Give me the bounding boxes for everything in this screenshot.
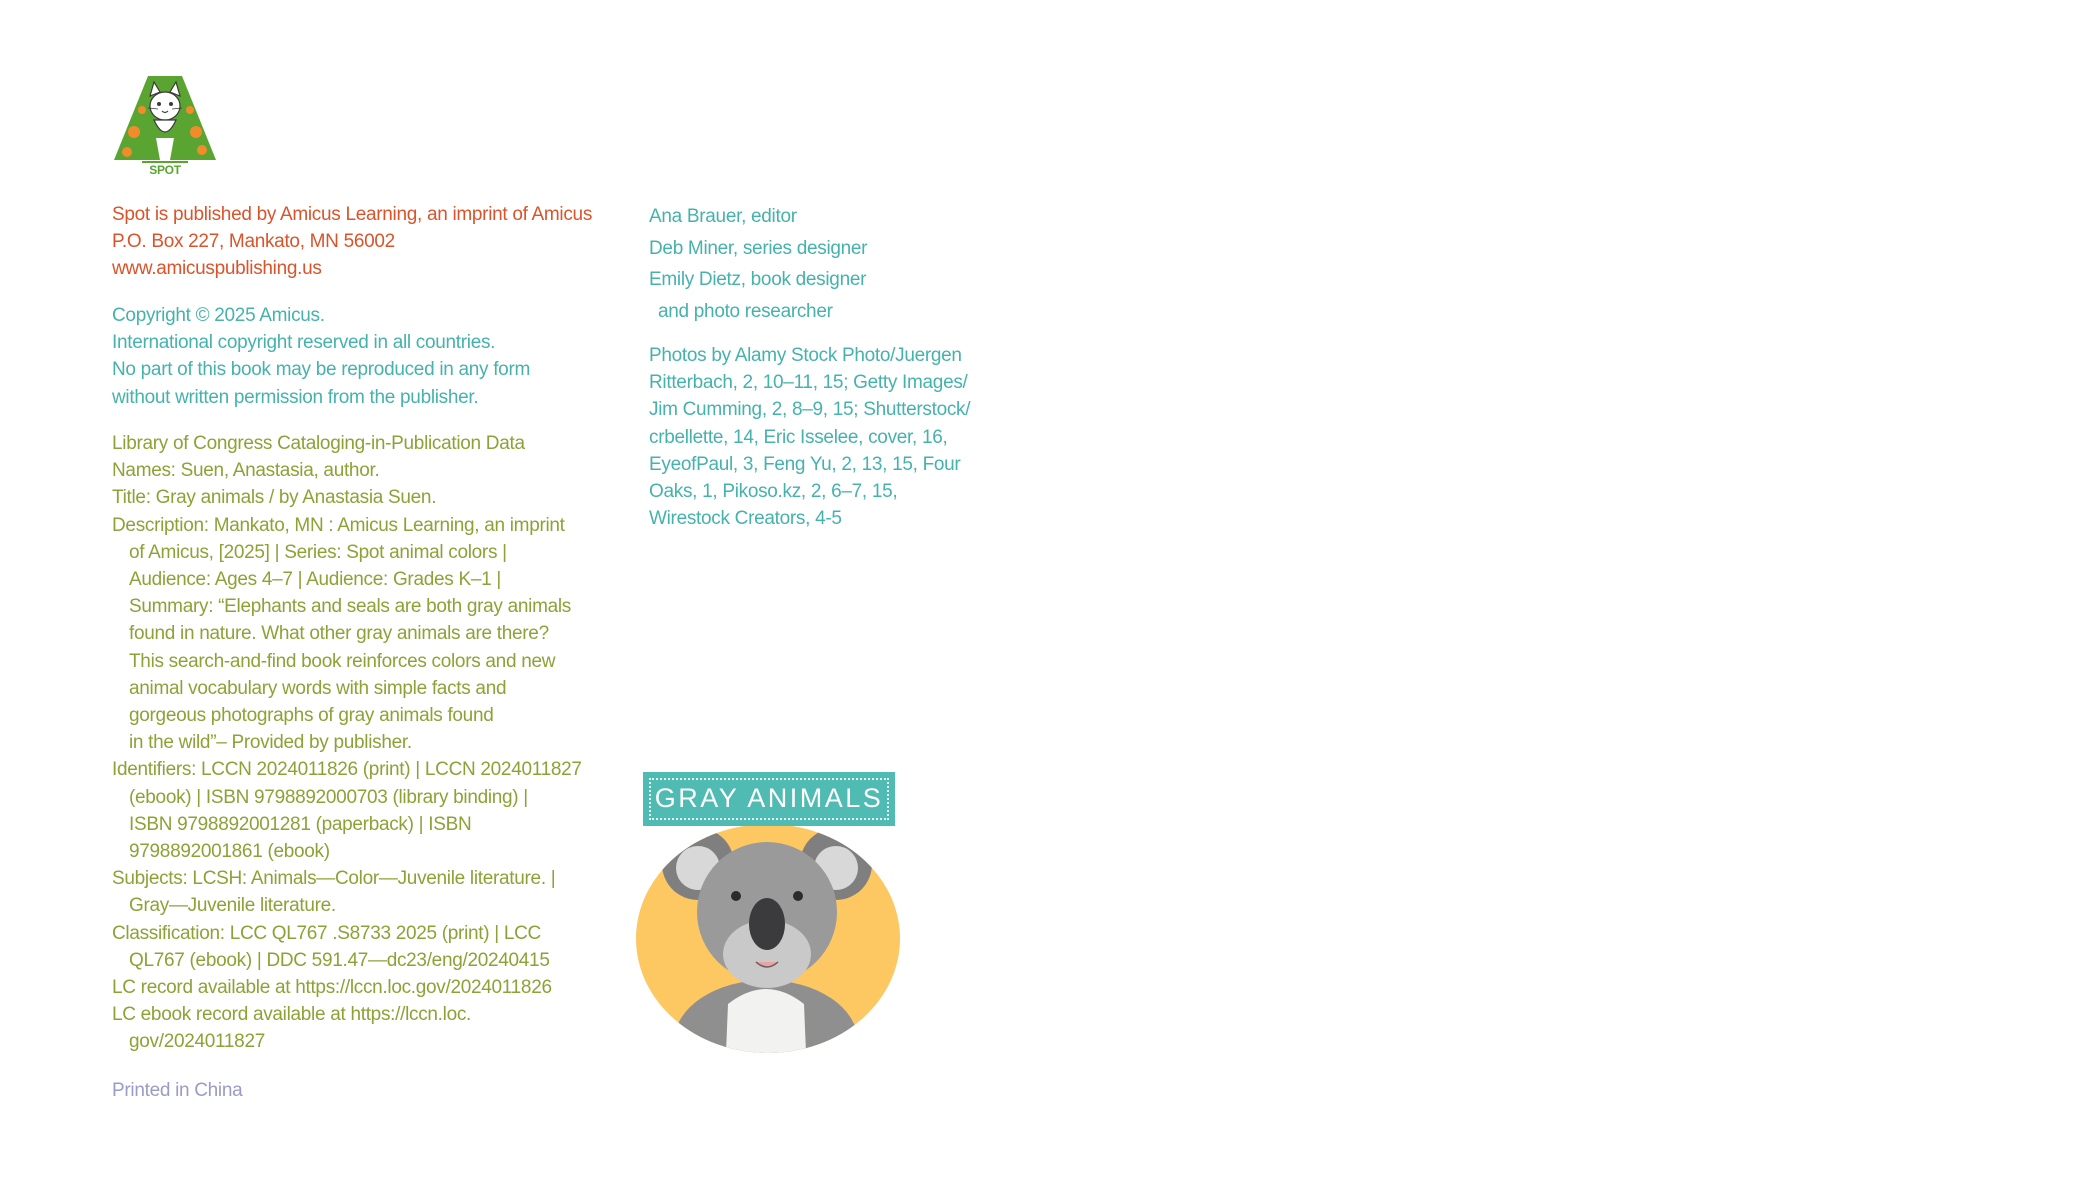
cip-lc-record: LC record available at https://lccn.loc.gov/2024011826 — [112, 977, 552, 999]
staff-credit: and photo researcher — [658, 300, 833, 322]
cip-description: found in nature. What other gray animals are there? — [129, 623, 549, 645]
printed-in — [112, 1077, 242, 1104]
publisher-address: P.O. Box 227, Mankato, MN 56002 — [112, 231, 395, 253]
staff-credit: Emily Dietz, book designer — [649, 269, 867, 290]
cip-description: This search-and-find book reinforces colors and new — [129, 650, 556, 672]
cip-description: in the wild”– Provided by publisher. — [129, 732, 412, 754]
staff-credit: Deb Miner, series designer — [649, 237, 868, 259]
cover-thumbnail — [636, 770, 901, 1056]
photo-credit-line: Oaks, 1, Pikoso.kz, 2, 6–7, 15, — [649, 481, 898, 503]
cip-identifiers: 9798892001861 (ebook) — [129, 841, 330, 863]
cip-description: gorgeous photographs of gray animals found — [129, 705, 494, 727]
cip-identifiers: Identifiers: LCCN 2024011826 (print) | LCCN 2024011827 — [112, 759, 582, 781]
cip-description: Audience: Ages 4–7 | Audience: Grades K–1 | — [129, 569, 501, 591]
photo-credit-line: Wirestock Creators, 4-5 — [649, 508, 842, 530]
cip-description: Summary: “Elephants and seals are both gray animals — [129, 596, 571, 618]
cip-classification: QL767 (ebook) | DDC 591.47—dc23/eng/20240415 — [129, 949, 550, 971]
cover-banner — [643, 772, 895, 826]
photo-credit-line: EyeofPaul, 3, Feng Yu, 2, 13, 15, Four — [649, 453, 961, 475]
koala-photo — [636, 824, 900, 1053]
cip-lc-ebook-record: gov/2024011827 — [129, 1031, 265, 1053]
cip-data — [112, 430, 582, 1056]
photo-credits — [649, 342, 970, 532]
photo-credit-line: crbellette, 14, Eric Isselee, cover, 16, — [649, 426, 948, 448]
copyright-line: No part of this book may be reproduced in any form — [112, 359, 531, 381]
cip-identifiers: ISBN 9798892001281 (paperback) | ISBN — [129, 813, 472, 835]
copyright-line: International copyright reserved in all countries. — [112, 332, 496, 354]
publisher-info — [112, 201, 592, 283]
cip-classification: Classification: LCC QL767 .S8733 2025 (print) | LCC — [112, 922, 541, 944]
photo-credit-line: Jim Cumming, 2, 8–9, 15; Shutterstock/ — [649, 399, 971, 421]
cip-description: animal vocabulary words with simple facts and — [129, 677, 507, 699]
cip-lc-ebook-record: LC ebook record available at https://lccn.loc. — [112, 1004, 472, 1026]
cip-subjects: Subjects: LCSH: Animals—Color—Juvenile literature. | — [112, 868, 556, 890]
photo-credit-line: Photos by Alamy Stock Photo/Juergen — [649, 345, 962, 366]
cip-subjects: Gray—Juvenile literature. — [129, 895, 336, 917]
cip-description: Description: Mankato, MN : Amicus Learning, an imprint — [112, 514, 565, 536]
cip-heading: Library of Congress Cataloging-in-Publication Data — [112, 433, 525, 454]
cip-names: Names: Suen, Anastasia, author. — [112, 460, 380, 482]
cip-identifiers: (ebook) | ISBN 9798892000703 (library binding) | — [129, 786, 528, 808]
staff-credit: Ana Brauer, editor — [649, 206, 797, 227]
publisher-website: www.amicuspublishing.us — [112, 258, 322, 280]
copyright-line: without written permission from the publisher. — [112, 386, 479, 408]
cip-description: of Amicus, [2025] | Series: Spot animal colors | — [129, 541, 507, 563]
cover-title: GRAY ANIMALS — [654, 783, 884, 814]
logo-label: SPOT — [149, 163, 181, 175]
copyright-notice — [112, 302, 530, 411]
spot-cat-logo-icon — [112, 74, 218, 175]
copyright-line: Copyright © 2025 Amicus. — [112, 305, 325, 326]
publisher-line: Spot is published by Amicus Learning, an imprint of Amicus — [112, 204, 593, 225]
cip-title: Title: Gray animals / by Anastasia Suen. — [112, 487, 437, 509]
photo-credit-line: Ritterbach, 2, 10–11, 15; Getty Images/ — [649, 372, 968, 394]
staff-credits — [649, 201, 867, 327]
printed-in-label: Printed in China — [112, 1080, 243, 1101]
spot-logo — [112, 74, 218, 175]
cover-circle — [636, 824, 900, 1053]
